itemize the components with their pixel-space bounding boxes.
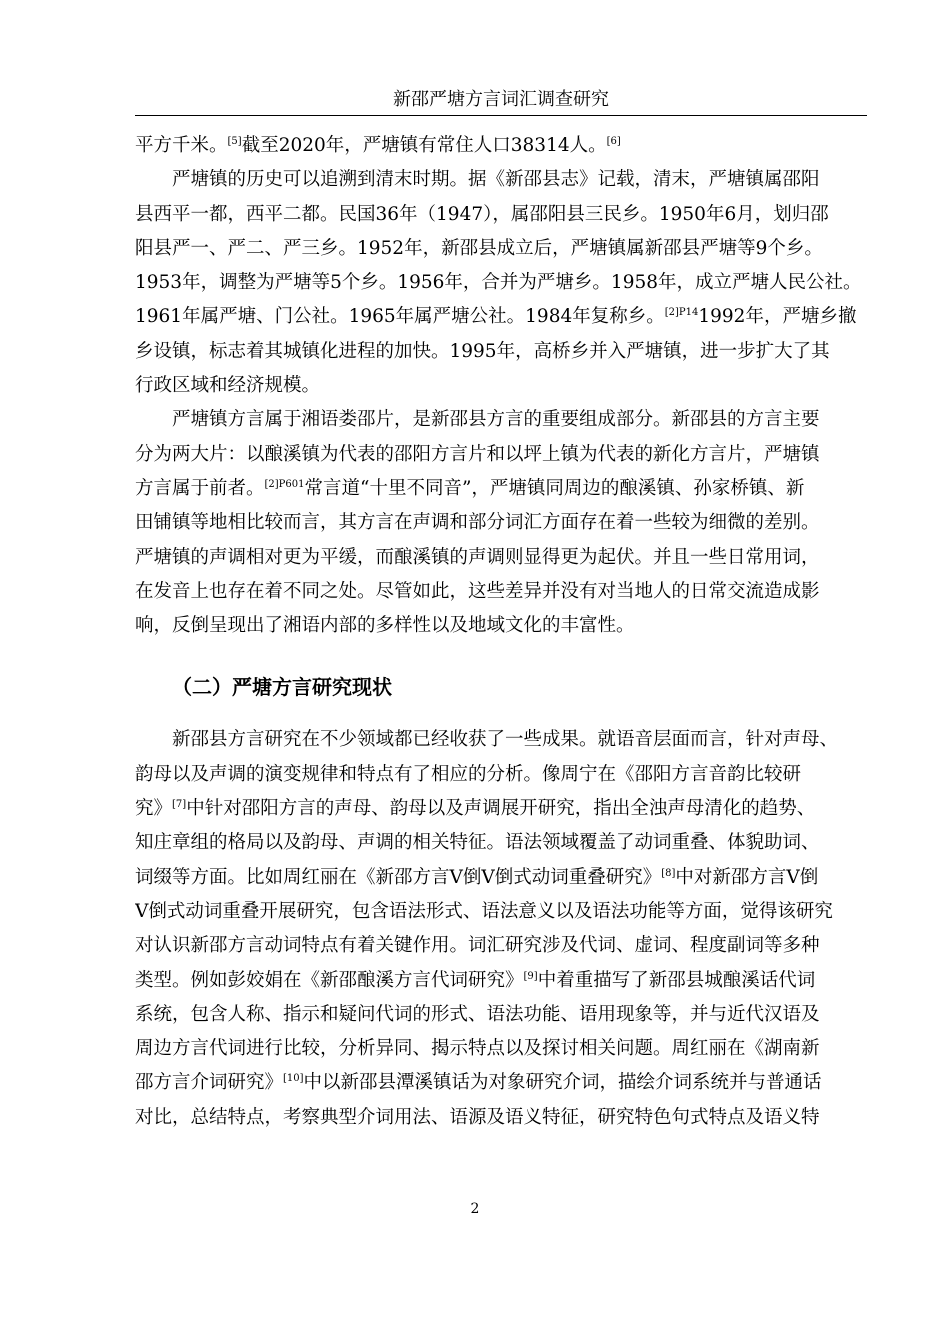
text-line [135,163,867,197]
citation-marker: [9] [523,970,538,982]
paragraph [135,129,867,163]
text-line [135,723,867,757]
citation-marker: [10] [283,1073,304,1085]
line-text: 阳县严一、严二、严三乡。1952年，新邵县成立后，严塘镇属新邵县严塘等9个乡。 [135,237,823,259]
line-text: 中着重描写了新邵县城酿溪话代词 [537,969,816,991]
line-text: 平方千米。 [135,135,228,156]
text-line [135,758,867,792]
text-line [135,609,867,643]
line-text: 严塘镇的历史可以追溯到清末时期。据《新邵县志》记载，清末，严塘镇属邵阳 [135,169,820,191]
page-body [135,129,867,1135]
line-text: 中以新邵县潭溪镇话为对象研究介词，描绘介词系统并与普通话 [303,1072,822,1094]
text-line [135,438,867,472]
text-line [135,506,867,540]
line-text: 常言道“十里不同音”，严塘镇同周边的酿溪镇、孙家桥镇、新 [304,477,805,499]
text-line [135,232,867,266]
running-header: 新邵严塘方言词汇调查研究 [393,89,609,110]
line-text: 究》 [135,798,173,820]
line-text: 周边方言代词进行比较，分析异同、揭示特点以及探讨相关问题。周红丽在《湖南新 [135,1038,820,1060]
text-line [135,861,867,895]
line-text: 对认识新邵方言动词特点有着关键作用。词汇研究涉及代词、虚词、程度副词等多种 [135,935,820,957]
line-text: 方言属于前者。 [135,477,265,499]
section-gap [135,643,867,653]
line-text: 在发音上也存在着不同之处。尽管如此，这些差异并没有对当地人的日常交流造成影 [135,580,820,602]
line-text: 响，反倒呈现出了湘语内部的多样性以及地域文化的丰富性。 [135,615,635,637]
text-line [135,472,867,506]
text-line [135,1101,867,1135]
line-text: 知庄章组的格局以及韵母、声调的相关特征。语法领域覆盖了动词重叠、体貌助词、 [135,832,820,854]
text-line [135,403,867,437]
line-text: 新邵县方言研究在不少领域都已经收获了一些成果。就语音层面而言，针对声母、 [135,729,839,751]
paragraph [135,403,867,643]
text-line [135,929,867,963]
citation-marker: [5] [227,136,242,147]
citation-marker: [6] [606,136,621,147]
line-text: 1953年，调整为严塘等5个乡。1956年，合并为严塘乡。1958年，成立严塘人民公社。 [135,272,862,294]
section-heading: （二）严塘方言研究现状 [172,675,392,700]
line-text: 县西平一都，西平二都。民国36年（1947），属邵阳县三民乡。1950年6月，划归邵 [135,203,829,225]
paragraph [135,163,867,403]
line-text: 严塘镇的声调相对更为平缓，而酿溪镇的声调则显得更为起伏。并且一些日常用词， [135,546,820,568]
line-text: 韵母以及声调的演变规律和特点有了相应的分析。像周宁在《邵阳方言音韵比较研 [135,763,802,785]
text-line [135,335,867,369]
text-line [135,792,867,826]
text-line [135,129,867,163]
text-line [135,1066,867,1100]
line-text: 邵方言介词研究》 [135,1072,284,1094]
line-text: 田铺镇等地相比较而言，其方言在声调和部分词汇方面存在着一些较为细微的差别。 [135,512,820,534]
paragraph [135,723,867,1135]
text-line [135,198,867,232]
line-text: 分为两大片：以酿溪镇为代表的邵阳方言片和以坪上镇为代表的新化方言片，严塘镇 [135,443,820,465]
line-text: 类型。例如彭姣娟在《新邵酿溪方言代词研究》 [135,969,524,991]
line-text: V倒式动词重叠开展研究，包含语法形式、语法意义以及语法功能等方面，觉得该研究 [135,900,833,922]
text-line [135,964,867,998]
text-line [135,826,867,860]
citation-marker: [2]P601 [264,478,305,490]
page-number: 2 [470,1201,480,1217]
text-line [135,575,867,609]
text-line [135,266,867,300]
line-text: 乡设镇，标志着其城镇化进程的加快。1995年，高桥乡并入严塘镇，进一步扩大了其 [135,340,830,362]
line-text: 严塘镇方言属于湘语娄邵片，是新邵县方言的重要组成部分。新邵县的方言主要 [135,409,820,431]
line-text: 截至2020年，严塘镇有常住人口38314人。 [241,135,607,156]
text-line [135,300,867,334]
line-text: 行政区域和经济规模。 [135,375,321,397]
text-line [135,895,867,929]
text-line [135,541,867,575]
line-text: 1961年属严塘、门公社。1965年属严塘公社。1984年复称乡。 [135,306,665,328]
header-rule [135,115,867,116]
text-line [135,369,867,403]
line-text: 词缀等方面。比如周红丽在《新邵方言V倒V倒式动词重叠研究》 [135,866,662,888]
line-text: 对比，总结特点，考察典型介词用法、语源及语义特征，研究特色句式特点及语义特 [135,1106,820,1128]
text-line [135,1032,867,1066]
line-text: 系统，包含人称、指示和疑问代词的形式、语法功能、语用现象等，并与近代汉语及 [135,1003,820,1025]
text-line [135,998,867,1032]
citation-marker: [2]P14 [664,307,699,319]
citation-marker: [8] [661,867,676,879]
line-text: 1992年，严塘乡撤 [698,306,857,328]
line-text: 中针对邵阳方言的声母、韵母以及声调展开研究，指出全浊声母清化的趋势、 [186,798,816,820]
line-text: 中对新邵方言V倒 [675,866,819,888]
citation-marker: [7] [172,799,187,811]
